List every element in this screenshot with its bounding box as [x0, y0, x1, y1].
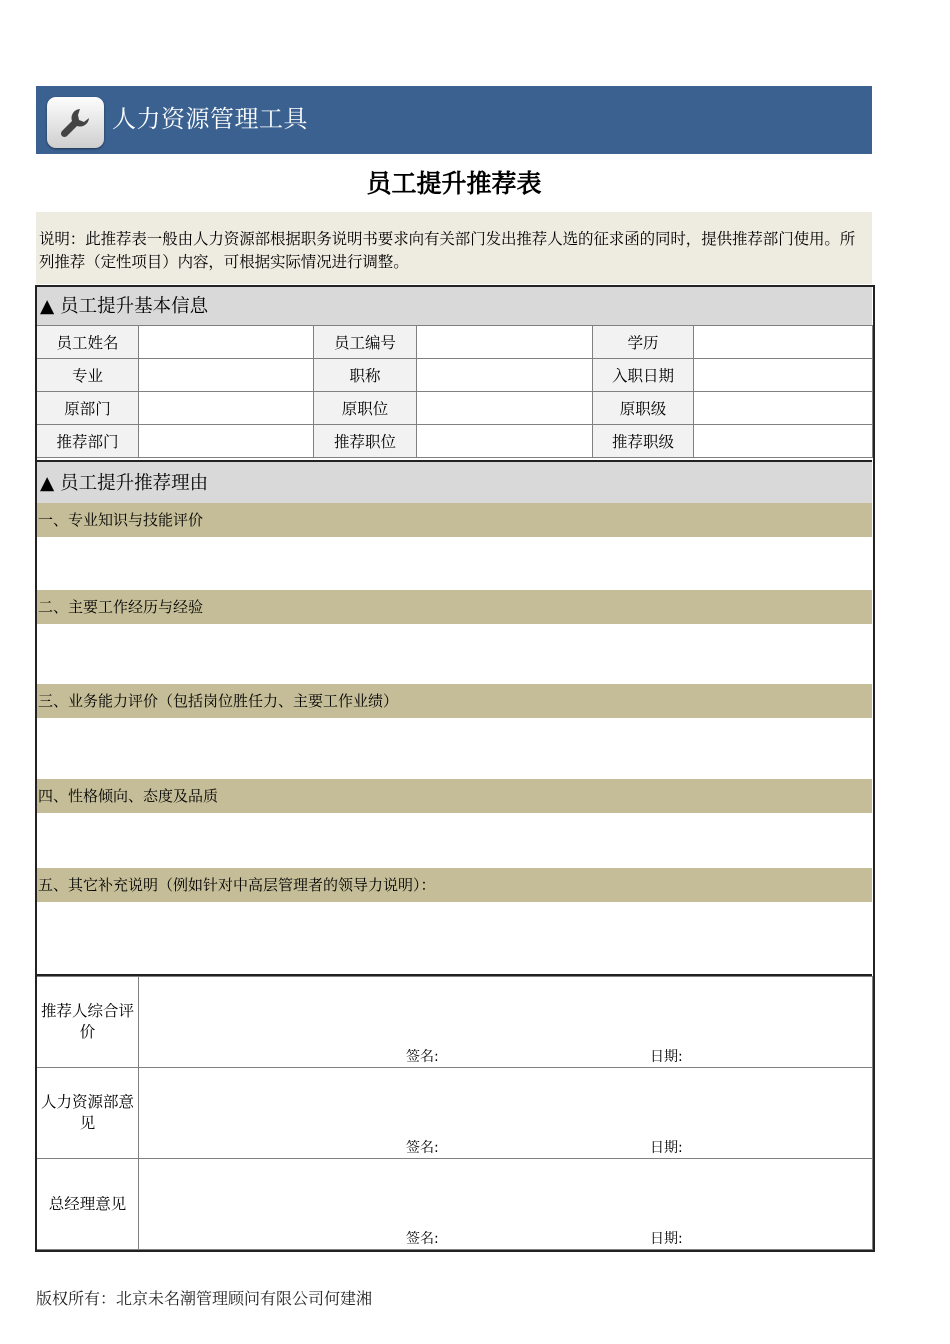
field-rec-dept[interactable] — [139, 425, 314, 458]
category-professional-skills: 一、专业知识与技能评价 — [36, 503, 872, 537]
field-employee-id[interactable] — [417, 326, 593, 359]
app-header — [36, 86, 872, 154]
label-orig-grade: 原职级 — [593, 392, 694, 425]
table-row — [37, 326, 873, 359]
field-orig-position[interactable] — [417, 392, 593, 425]
field-rec-grade[interactable] — [694, 425, 873, 458]
category-other-notes: 五、其它补充说明（例如针对中高层管理者的领导力说明）： — [36, 868, 872, 902]
sign-label: 签名: — [406, 1049, 439, 1065]
date-label: 日期: — [650, 1231, 683, 1247]
label-hire-date: 入职日期 — [593, 359, 694, 392]
label-rec-grade: 推荐职级 — [593, 425, 694, 458]
reasons-heading: ▲ 员工提升推荐理由 — [36, 460, 872, 503]
app-title: 人力资源管理工具 — [112, 105, 308, 133]
instructions: 说明：此推荐表一般由人力资源部根据职务说明书要求向有关部门发出推荐人选的征求函的同时，提供推荐部门使用。所列推荐（定性项目）内容，可根据实际情况进行调整。 — [36, 212, 872, 284]
date-label: 日期: — [650, 1049, 683, 1065]
label-title: 职称 — [314, 359, 417, 392]
approval-field[interactable] — [139, 977, 873, 1068]
category-work-experience: 二、主要工作经历与经验 — [36, 590, 872, 624]
label-employee-id: 员工编号 — [314, 326, 417, 359]
approval-label: 推荐人综合评价 — [37, 977, 139, 1068]
approval-field[interactable] — [139, 1068, 873, 1159]
label-orig-position: 原职位 — [314, 392, 417, 425]
copyright: 版权所有：北京未名潮管理顾问有限公司何建湘 — [36, 1289, 373, 1308]
field-title[interactable] — [417, 359, 593, 392]
label-name: 员工姓名 — [37, 326, 139, 359]
label-orig-dept: 原部门 — [37, 392, 139, 425]
table-row — [37, 392, 873, 425]
approval-field[interactable] — [139, 1159, 873, 1250]
table-row — [37, 425, 873, 458]
field-major[interactable] — [139, 359, 314, 392]
table-row — [37, 359, 873, 392]
label-education: 学历 — [593, 326, 694, 359]
category-business-ability: 三、业务能力评价（包括岗位胜任力、主要工作业绩） — [36, 684, 872, 718]
basic-info-table — [36, 325, 873, 458]
approval-label: 总经理意见 — [37, 1159, 139, 1250]
date-label: 日期: — [650, 1140, 683, 1156]
label-rec-dept: 推荐部门 — [37, 425, 139, 458]
approvals-table — [36, 976, 873, 1250]
label-major: 专业 — [37, 359, 139, 392]
field-rec-position[interactable] — [417, 425, 593, 458]
sign-label: 签名: — [406, 1231, 439, 1247]
category-personality: 四、性格倾向、态度及品质 — [36, 779, 872, 813]
table-row — [37, 1159, 873, 1250]
label-rec-position: 推荐职位 — [314, 425, 417, 458]
field-hire-date[interactable] — [694, 359, 873, 392]
wrench-icon — [47, 97, 104, 148]
table-row — [37, 1068, 873, 1159]
field-orig-dept[interactable] — [139, 392, 314, 425]
field-orig-grade[interactable] — [694, 392, 873, 425]
form-title: 员工提升推荐表 — [366, 169, 542, 198]
field-name[interactable] — [139, 326, 314, 359]
field-education[interactable] — [694, 326, 873, 359]
table-row — [37, 977, 873, 1068]
basic-info-heading: ▲ 员工提升基本信息 — [36, 286, 872, 326]
sign-label: 签名: — [406, 1140, 439, 1156]
approval-label: 人力资源部意见 — [37, 1068, 139, 1159]
